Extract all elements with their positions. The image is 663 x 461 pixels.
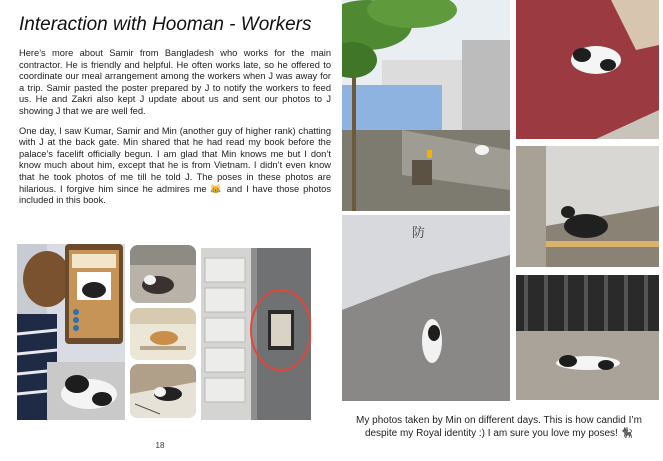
photo-cat-small-1 [130, 245, 196, 303]
page-title: Interaction with Hooman - Workers [19, 14, 312, 35]
cat-emoji: 😹 [210, 183, 223, 194]
photo-caption: My photos taken by Min on different days. This is how candid I’m despite my Royal identity :) I am sure you love my poses! 🐈‍⬛ [356, 415, 642, 439]
photo-cat-small-3 [130, 364, 196, 418]
paragraph-2 [19, 126, 331, 207]
paragraph-1: Here’s more about Samir from Bangladesh who works for the main contractor. He is friendly and helpful. He often works late, so he offered to coordinate our meal arrangement among the workers when J was away for a trip. Samir pasted the poster prepared by J to notify the workers to feed us. He and Zakri also kept J update about us and sent our photos to J showing J that we are well fed. [19, 48, 331, 116]
photo-cat-red-floor [516, 0, 659, 139]
paragraph-2-end: and I have those photos included in this book. [19, 183, 331, 206]
photo-construction-site [342, 0, 510, 211]
photo-cat-pavement [516, 146, 659, 267]
photo-door-poster [201, 248, 311, 420]
svg-text:防: 防 [412, 226, 426, 241]
photo-worker-phone [17, 244, 125, 420]
photo-cat-small-2 [130, 308, 196, 360]
photo-cat-tarp [342, 215, 510, 401]
page-number: 18 [155, 441, 165, 450]
photo-cat-gate [516, 275, 659, 400]
body-text [19, 48, 331, 215]
paragraph-2-text: One day, I saw Kumar, Samir and Min (another guy of higher rank) chatting with J at the back gate. Min shared that he had read my book before the palace’s facelift officially begun. I am glad that Min knows me but I don’t know much about him, except that he is from Vietnam. I didn’t even know that he took photos of me till he told J. The poses in these photos are hilarious. I forgive him since he admires me [19, 125, 331, 194]
